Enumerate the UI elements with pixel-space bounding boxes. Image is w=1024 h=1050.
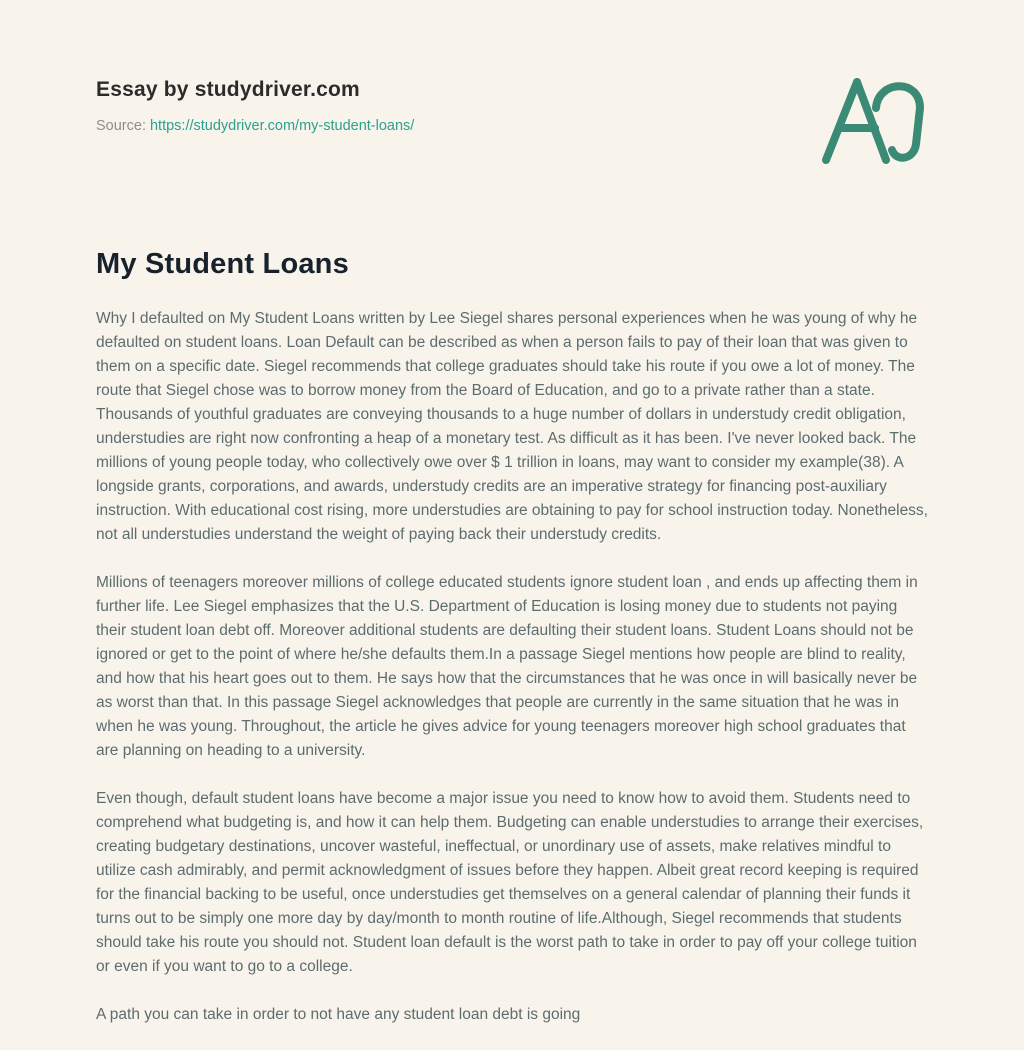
source-link[interactable]: https://studydriver.com/my-student-loans/: [149, 118, 415, 134]
source-label: Source:: [96, 118, 146, 134]
article-title: My Student Loans: [96, 248, 349, 280]
essay-paragraph: Even though, default student loans have become a major issue you need to know how to avoid them. Students need to comprehend what budgeting is, and how it can help them. Budgeting can enable understudies to arrange their exercises, creating budgetary destinations, uncover wasteful, ineffectual, or unordinary use of assets, make relatives mindful to utilize cash admirably, and permit acknowledgment of issues before they happen. Albeit great record keeping is required for the financial backing to be useful, once understudies get themselves on a general calendar of planning their funds it turns out to be simply one more day by day/month to month routine of life.Although, Siegel recommends that students should take his route you should not. Student loan default is the worst path to take in order to pay off your college tuition or even if you want to go to a college.: [96, 790, 924, 975]
essay-paragraph: A path you can take in order to not have any student loan debt is going: [96, 1006, 581, 1023]
source-line: [96, 118, 928, 134]
essay-paragraph: Millions of teenagers moreover millions of college educated students ignore student loan , and ends up affecting them in further life. Lee Siegel emphasizes that the U.S. Department of Education is losing money due to students not paying their student loan debt off. Moreover additional students are defaulting their student loans. Student Loans should not be ignored or get to the point of where he/she defaults them.In a passage Siegel mentions how people are blind to reality, and how that his heart goes out to them. He says how that the circumstances that he was once in will basically never be as worst than that. In this passage Siegel acknowledges that people are currently in the same situation that he was in when he was young. Throughout, the article he gives advice for young teenagers moreover high school graduates that are planning on heading to a university.: [96, 574, 918, 759]
essay-body: [96, 307, 928, 1027]
studydriver-logo: [820, 70, 932, 166]
essay-byline: Essay by studydriver.com: [96, 78, 360, 101]
essay-paragraph: Why I defaulted on My Student Loans written by Lee Siegel shares personal experiences when he was young of why he defaulted on student loans. Loan Default can be described as when a person fails to pay of their loan that was given to them on a specific date. Siegel recommends that college graduates should take his route if you owe a lot of money. The route that Siegel chose was to borrow money from the Board of Education, and go to a private rather than a state. Thousands of youthful graduates are conveying thousands to a huge number of dollars in understudy credit obligation, understudies are right now confronting a heap of a monetary test. As difficult as it has been. I've never looked back. The millions of young people today, who collectively owe over $ 1 trillion in loans, may want to consider my example(38). A longside grants, corporations, and awards, understudy credits are an imperative strategy for financing post-auxiliary instruction. With educational cost rising, more understudies are obtaining to pay for school instruction today. Nonetheless, not all understudies understand the weight of paying back their understudy credits.: [96, 310, 928, 543]
